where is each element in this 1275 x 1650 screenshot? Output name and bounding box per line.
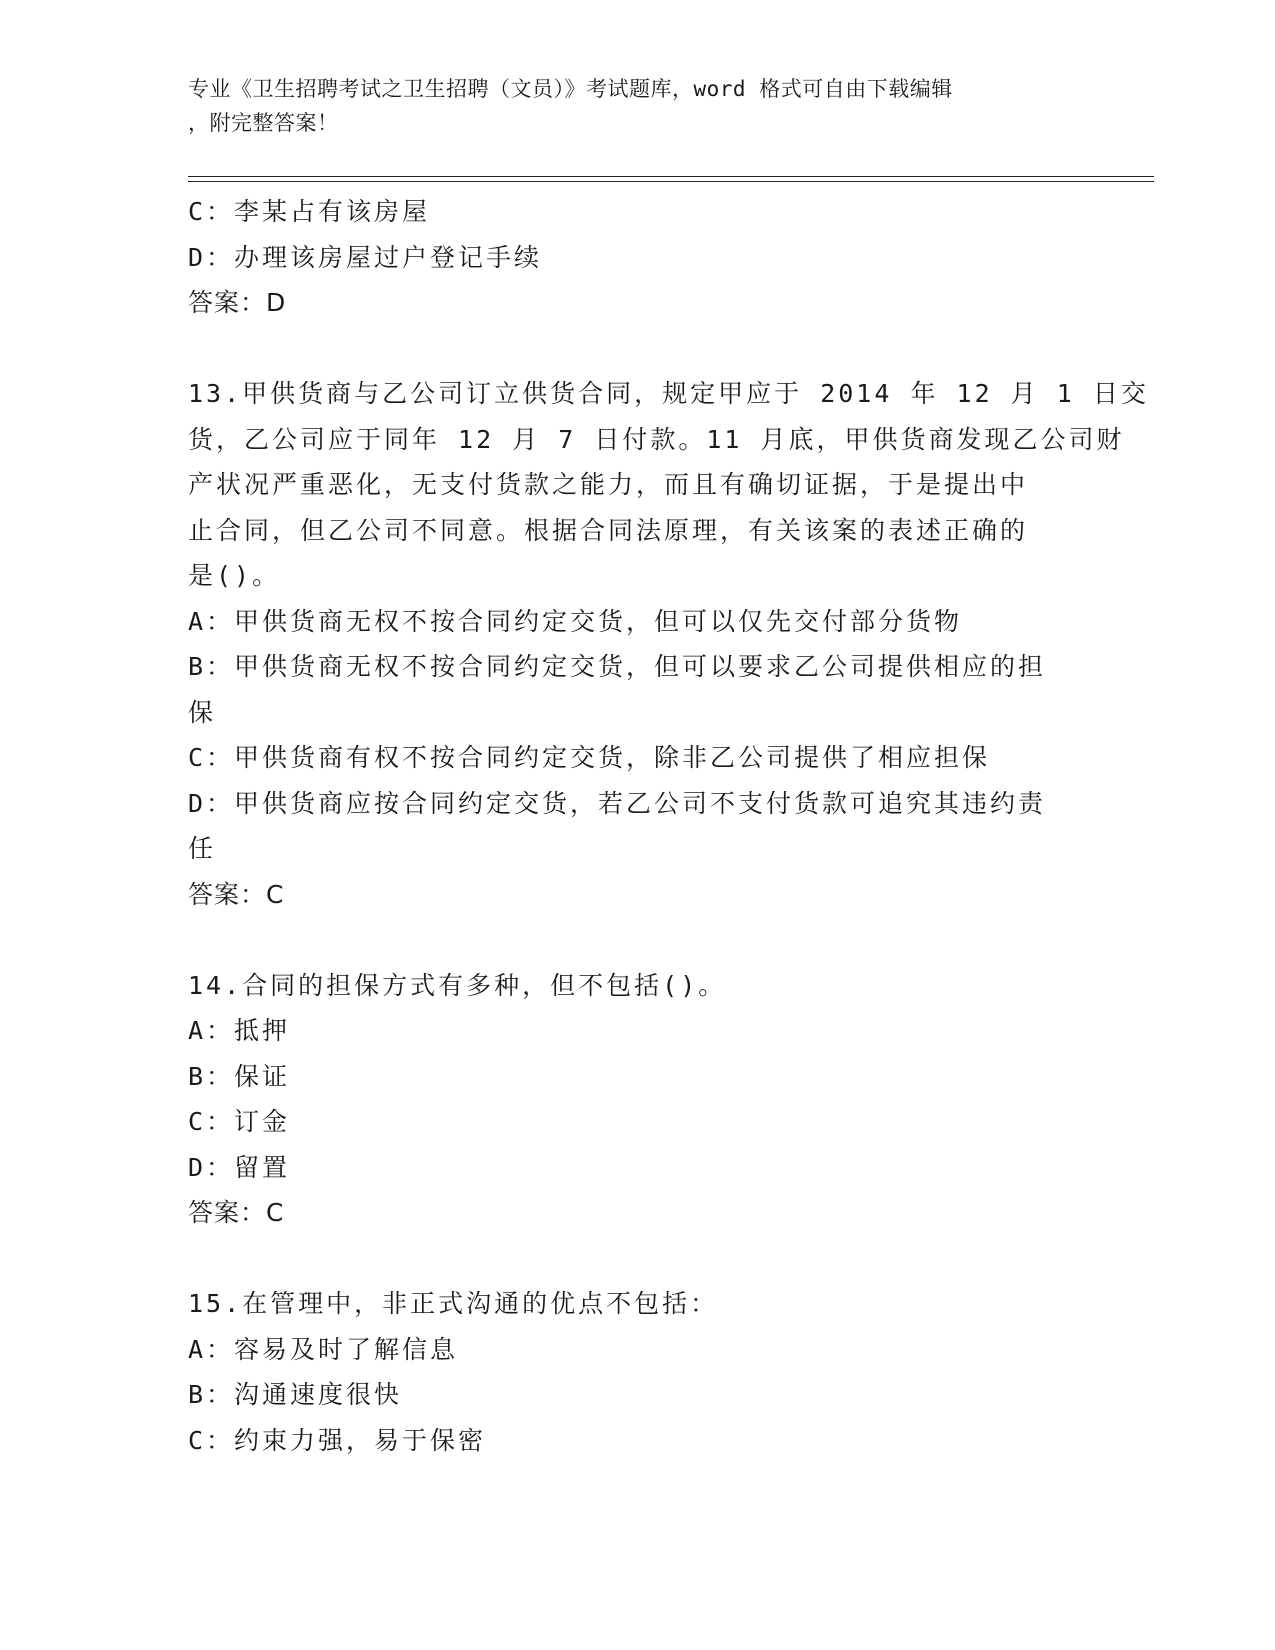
option-b: B：保证: [188, 1061, 291, 1091]
answer: 答案：C: [188, 879, 285, 909]
question-stem: 14.合同的担保方式有多种，但不包括()。: [188, 970, 727, 1000]
question-list: [188, 189, 1149, 1463]
question-13: [188, 371, 1149, 917]
option-b-continued: 保: [188, 697, 217, 727]
header-line-1: 专业《卫生招聘考试之卫生招聘（文员）》考试题库，word 格式可自由下载编辑: [188, 77, 953, 101]
question-stem-line: 13.甲供货商与乙公司订立供货合同，规定甲应于 2014 年 12 月 1 日交: [188, 379, 1149, 408]
option-d: D：甲供货商应按合同约定交货，若乙公司不支付货款可追究其违约责: [188, 788, 1047, 818]
header-line-2: ，附完整答案！: [188, 111, 339, 135]
option-d: D：留置: [188, 1152, 291, 1182]
option-b: B：沟通速度很快: [188, 1380, 403, 1409]
option-a: A：容易及时了解信息: [188, 1334, 459, 1364]
document-header: [188, 72, 1088, 140]
question-stem-line: 是()。: [188, 561, 281, 590]
option-c: C：甲供货商有权不按合同约定交货，除非乙公司提供了相应担保: [188, 743, 991, 772]
question-stem-line: 止合同，但乙公司不同意。根据合同法原理，有关该案的表述正确的: [188, 515, 1029, 545]
option-d-continued: 任: [188, 834, 217, 863]
question-15: [188, 1281, 1088, 1463]
option-a: A：甲供货商无权不按合同约定交货，但可以仅先交付部分货物: [188, 606, 963, 636]
option-b: B：甲供货商无权不按合同约定交货，但可以要求乙公司提供相应的担: [188, 652, 1047, 681]
question-14: [188, 963, 1088, 1236]
option-c: C：李某占有该房屋: [188, 197, 431, 226]
option-a: A：抵押: [188, 1016, 291, 1045]
header-rule-top: [188, 176, 1154, 177]
question-stem-line: 货，乙公司应于同年 12 月 7 日付款。11 月底，甲供货商发现乙公司财: [188, 424, 1125, 454]
question-stem-line: 产状况严重恶化，无支付货款之能力，而且有确切证据，于是提出中: [188, 470, 1029, 499]
option-d: D：办理该房屋过户登记手续: [188, 242, 543, 272]
header-rule-bottom: [188, 181, 1154, 182]
option-c: C：约束力强，易于保密: [188, 1425, 487, 1455]
answer: 答案：D: [188, 288, 287, 317]
answer: 答案：C: [188, 1198, 285, 1227]
option-c: C：订金: [188, 1107, 291, 1136]
question-12-continued: [188, 189, 1088, 326]
question-stem: 15.在管理中，非正式沟通的优点不包括：: [188, 1289, 719, 1318]
